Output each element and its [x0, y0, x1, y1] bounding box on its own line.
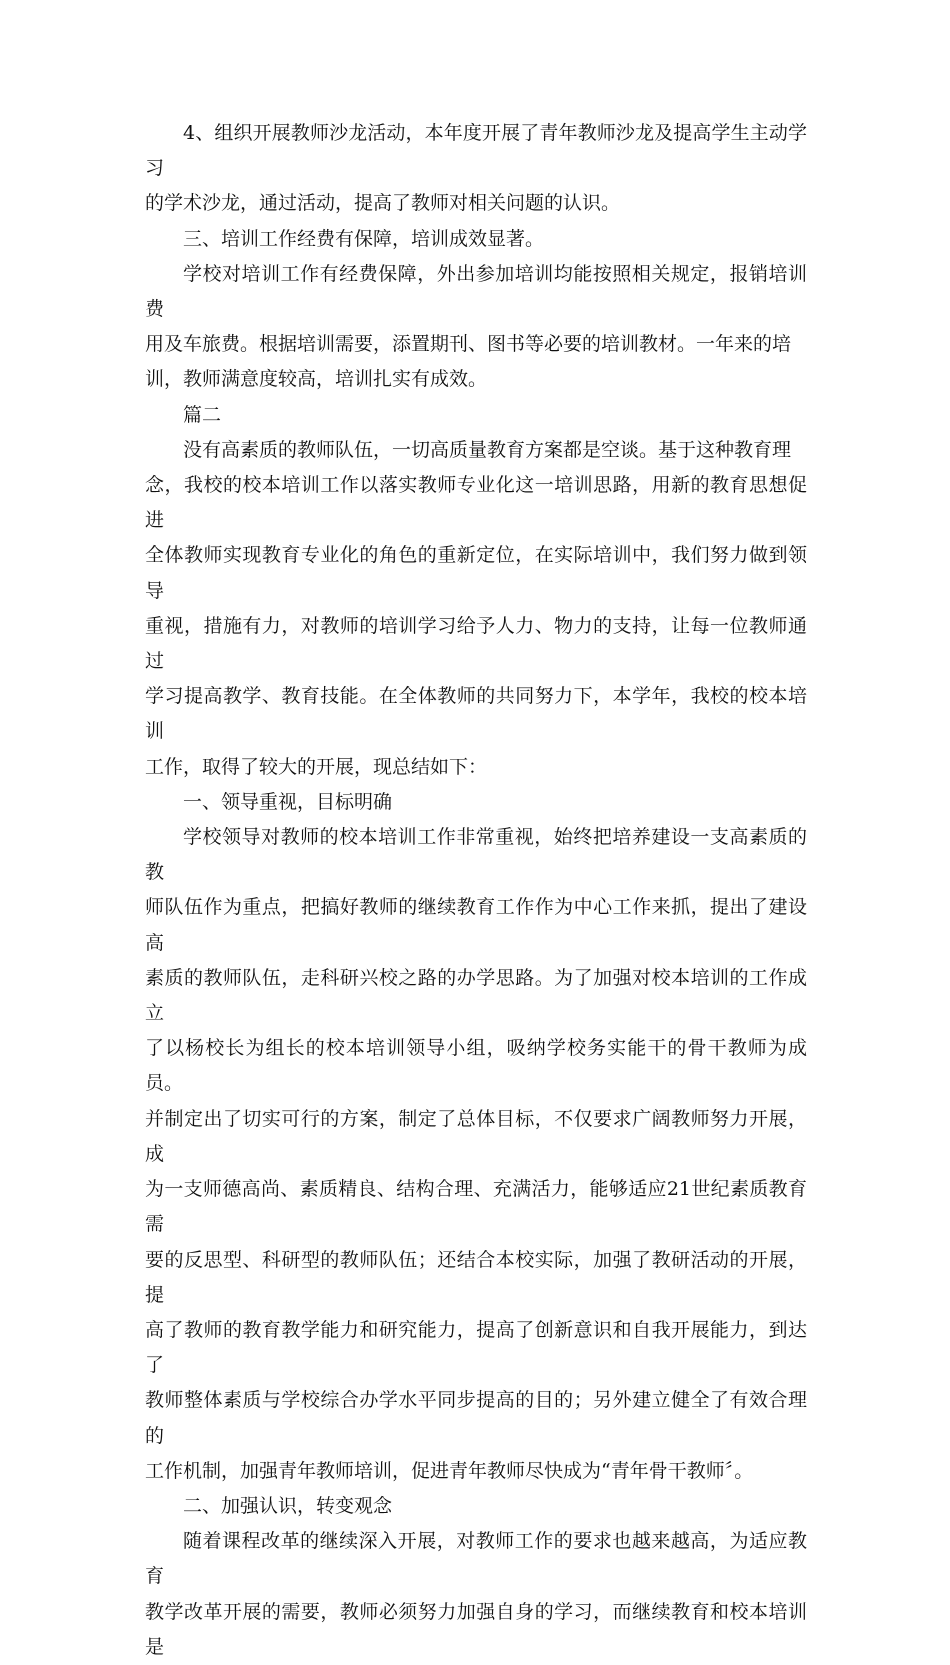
paragraph-funding-details: 学校对培训工作有经费保障，外出参加培训均能按照相关规定，报销培训费 用及车旅费。根据培训需要，添置期刊、图书等必要的培训教材。一年来的培 训，教师满意度较高，培训扎实有成效。 — [145, 262, 807, 391]
heading-training-funding: 三、培训工作经费有保障，培训成效显著。 — [183, 227, 545, 250]
document-body — [145, 116, 807, 1665]
section-title-part-two: 篇二 — [183, 403, 222, 426]
paragraph-teacher-salon: 4、组织开展教师沙龙活动，本年度开展了青年教师沙龙及提高学生主动学习 的学术沙龙，通过活动，提高了教师对相关问题的认识。 — [145, 122, 807, 215]
paragraph-intro: 没有高素质的教师队伍，一切高质量教育方案都是空谈。基于这种教育理 念，我校的校本培训工作以落实教师专业化这一培训思路，用新的教育思想促进 全体教师实现教育专业化的角色的重新定位，在实际培训中，我们努力做到领导 重视，措施有力，对教师的培训学习给予人力、物力的支持，让每一位教师通过 学习提高教学、教育技能。在全体教师的共同努力下，本学年，我校的校本培训 工作，取得了较大的开展，现总结如下： — [145, 438, 807, 778]
paragraph-awareness: 随着课程改革的继续深入开展，对教师工作的要求也越来越高，为适应教育 教学改革开展的需要，教师必须努力加强自身的学习，而继续教育和校本培训是 — [145, 1530, 807, 1658]
paragraph-leadership: 学校领导对教师的校本培训工作非常重视，始终把培养建设一支高素质的教 师队伍作为重点，把搞好教师的继续教育工作作为中心工作来抓，提出了建设高 素质的教师队伍，走科研兴校之路的办学思路。为了加强对校本培训的工作成立 了以杨校长为组长的校本培训领导小组，吸纳学校务实能干的骨干教师为成员。 并制定出了切实可行的方案，制定了总体目标，不仅要求广阔教师努力开展，成 为一支师德高尚、素质精良、结构合理、充满活力，能够适应21世纪素质教育需 要的反思型、科研型的教师队伍；还结合本校实际，加强了教研活动的开展，提 高了教师的教育教学能力和研究能力，提高了创新意识和自我开展能力，到达了 教师整体素质与学校综合办学水平同步提高的目的；另外建立健全了有效合理的 工作机制，加强青年教师培训，促进青年教师尽快成为“青年骨干教师〞。 — [145, 826, 807, 1482]
heading-awareness: 二、加强认识，转变观念 — [183, 1494, 393, 1517]
heading-leadership: 一、领导重视，目标明确 — [183, 790, 393, 813]
